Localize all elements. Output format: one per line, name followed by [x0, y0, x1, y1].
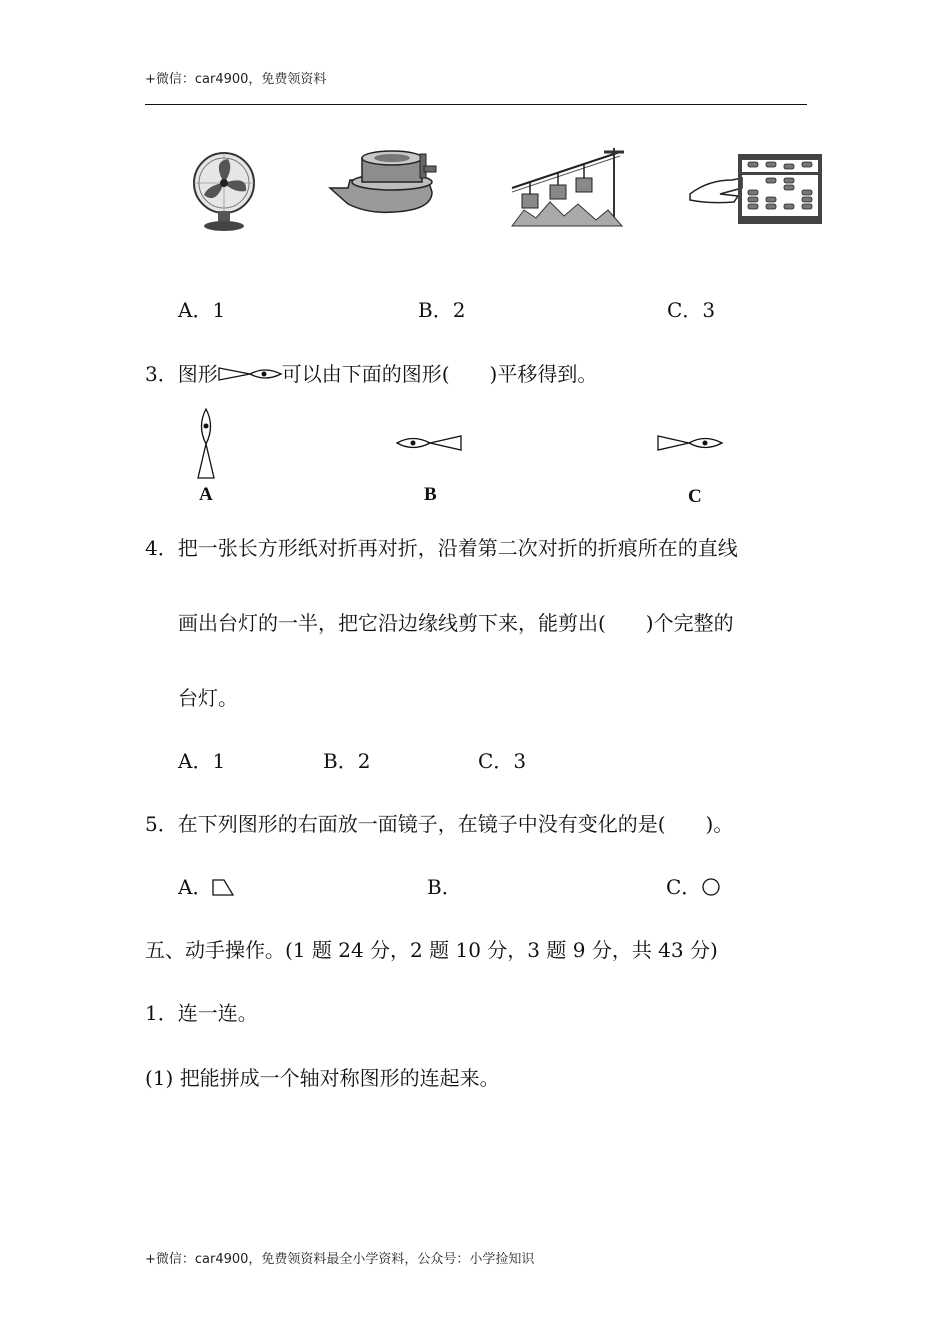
figure-label-a: A — [199, 484, 213, 505]
footer-note: +微信：car4900，免费领资料最全小学资料，公众号：小学捡知识 — [145, 1252, 535, 1267]
trapezoid-icon — [212, 878, 234, 896]
option-letter: C． — [478, 749, 514, 773]
q4-option-c[interactable] — [478, 749, 526, 773]
section-heading: 五、动手操作。(1 题 24 分，2 题 10 分，3 题 9 分，共 43 分) — [145, 938, 718, 962]
q5-stem — [145, 812, 733, 836]
q5-option-c[interactable] — [666, 875, 721, 899]
question-number: 5． — [145, 812, 178, 836]
option-letter: C． — [666, 875, 702, 899]
option-value: 3 — [513, 749, 527, 773]
header-note: +微信：car4900，免费领资料 — [145, 72, 327, 87]
stone-mill-icon — [328, 148, 440, 230]
option-letter: A． — [178, 875, 213, 899]
q2-option-c[interactable] — [667, 298, 715, 322]
figure-label-c: C — [688, 486, 702, 507]
q3-text-before: 图形 — [177, 362, 218, 386]
section5-q1 — [145, 1001, 258, 1025]
q4-line-1 — [145, 536, 738, 560]
option-letter: C． — [667, 298, 703, 322]
figure-c-icon — [657, 433, 723, 453]
circle-icon — [701, 877, 721, 897]
option-value: 2 — [452, 298, 466, 322]
q4-line-3: 台灯。 — [178, 686, 238, 710]
q4-option-b[interactable] — [323, 749, 370, 773]
q3-text-after: 可以由下面的图形( )平移得到。 — [281, 362, 598, 386]
option-letter: B． — [323, 749, 358, 773]
option-value: 1 — [212, 749, 226, 773]
q3-stem — [145, 362, 597, 386]
q4-line-2: 画出台灯的一半，把它沿边缘线剪下来，能剪出( )个完整的 — [178, 611, 734, 635]
abacus-icon — [690, 150, 826, 228]
q5-option-a[interactable] — [178, 875, 234, 899]
figure-label-b: B — [424, 484, 437, 505]
q2-option-b[interactable] — [418, 298, 465, 322]
q5-text: 在下列图形的右面放一面镜子，在镜子中没有变化的是( )。 — [177, 812, 734, 836]
section5-q1-sub: (1) 把能拼成一个轴对称图形的连起来。 — [145, 1066, 500, 1090]
question-number: 1． — [145, 1001, 178, 1025]
q2-option-a[interactable] — [178, 298, 225, 322]
header-divider — [145, 104, 807, 105]
question-number: 3． — [145, 362, 178, 386]
option-letter: A． — [178, 749, 213, 773]
cable-car-icon — [512, 148, 624, 228]
q4-text-1: 把一张长方形纸对折再对折，沿着第二次对折的折痕所在的直线 — [177, 536, 738, 560]
q5-option-b[interactable] — [427, 875, 462, 899]
option-letter: A． — [178, 298, 213, 322]
figure-b-icon — [396, 433, 462, 453]
option-value: 1 — [212, 298, 226, 322]
figure-a-icon — [196, 408, 216, 480]
bowtie-figure-icon — [218, 365, 282, 383]
option-value: 2 — [357, 749, 371, 773]
option-letter: B． — [418, 298, 453, 322]
electric-fan-icon — [190, 145, 260, 233]
option-value: 3 — [702, 298, 716, 322]
q4-option-a[interactable] — [178, 749, 225, 773]
option-letter: B． — [427, 875, 462, 899]
question-number: 4． — [145, 536, 178, 560]
section5-q1-text: 连一连。 — [177, 1001, 258, 1025]
